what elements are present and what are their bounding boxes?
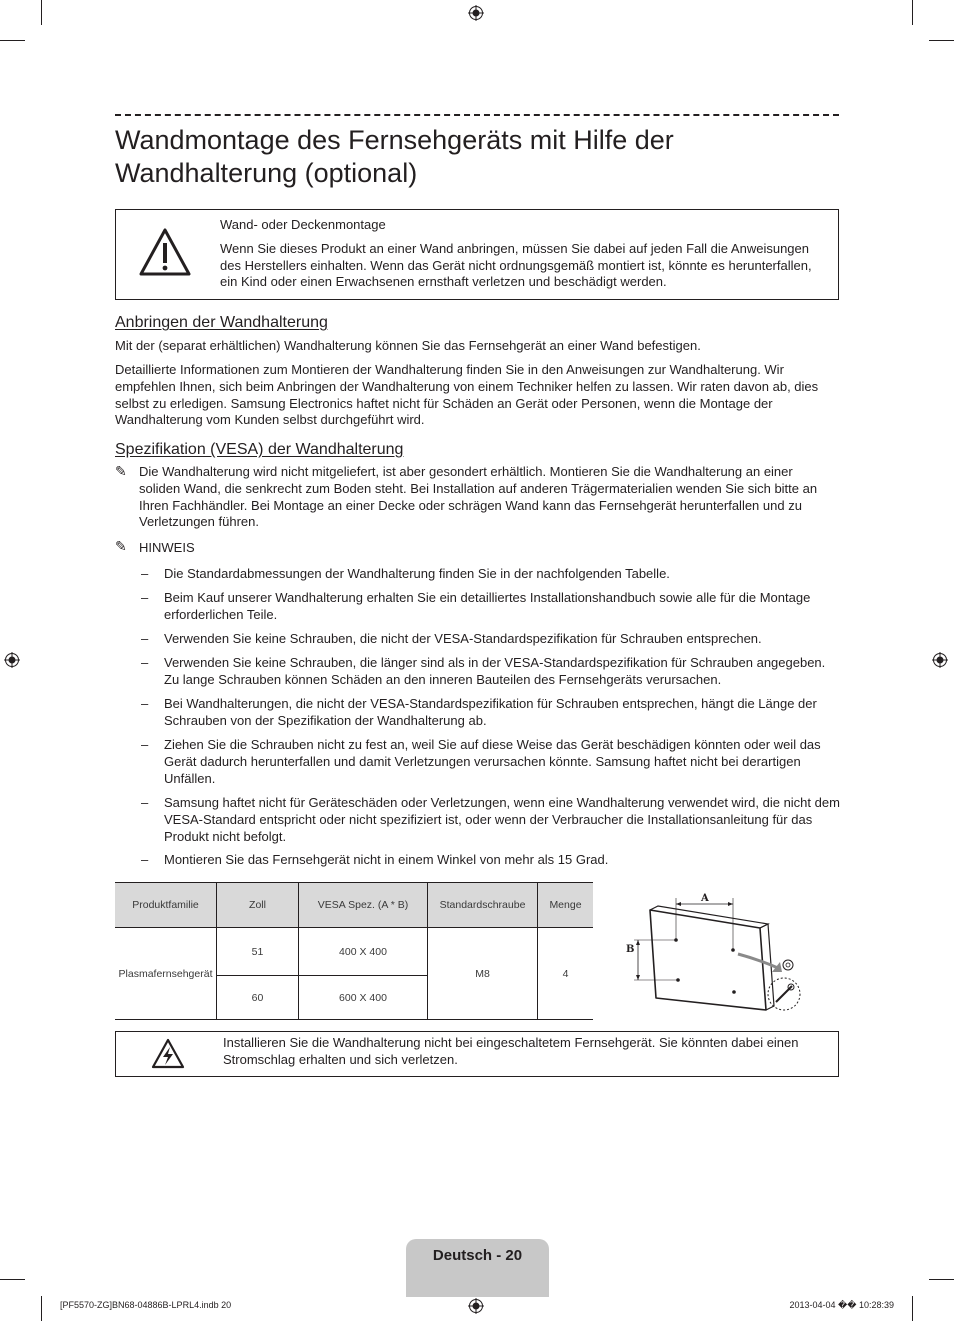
pencil-note-icon: ✎ — [115, 463, 127, 479]
list-item: Die Standardabmessungen der Wandhalterung finden Sie in der nachfolgenden Tabelle. — [164, 566, 670, 581]
list-item: Ziehen Sie die Schrauben nicht zu fest an, weil Sie auf diese Weise das Gerät beschädigen könnten oder weil das Gerät dadurch herunterfallen und damit Verletzungen verursachen könnte. Samsung haftet nicht bei derartigen Unfällen. — [164, 737, 821, 786]
warning-heading: Wand- oder Deckenmontage — [220, 217, 386, 232]
warning-text: Wenn Sie dieses Produkt an einer Wand anbringen, müssen Sie dabei auf jeden Fall die Anweisungen des Herstellers einhalten. Wenn das Gerät nicht ordnungsgemäß montiert ist, könnte es herunterfallen, ein Kind oder einen Erwachsenen ernsthaft verletzen und beschädigt werden. — [220, 241, 812, 290]
footer-timestamp: 2013-04-04 �� 10:28:39 — [789, 1300, 894, 1310]
crop-mark — [0, 40, 25, 41]
crop-mark — [0, 1279, 25, 1280]
crop-mark — [41, 1296, 42, 1321]
dash-icon: – — [141, 737, 149, 752]
crop-mark — [912, 1296, 913, 1321]
dash-icon: – — [141, 590, 149, 605]
dimension-label-a: A — [701, 893, 709, 904]
exclamation-triangle-icon — [137, 226, 193, 278]
table-cell: 51 — [217, 928, 299, 976]
table-cell-screw: M8 — [428, 928, 538, 1020]
table-cell: 60 — [217, 976, 299, 1020]
table-cell-family: Plasmafernsehgerät — [115, 928, 217, 1020]
registration-mark-icon — [932, 652, 948, 668]
pencil-note-icon: ✎ — [115, 538, 127, 554]
table-cell: 400 X 400 — [299, 928, 428, 976]
crop-mark — [41, 0, 42, 25]
dimension-label-b: B — [626, 944, 635, 955]
note-text: Die Wandhalterung wird nicht mitgeliefert, ist aber gesondert erhältlich. Montieren Sie die Wandhalterung an einer soliden Wand, die senkrecht zum Boden steht. Bei Installation auf anderen Trägermaterialien wenden Sie sich bitte an Ihren Fachhändler. Bei Montage an einer Decke oder schrägen Wand kann das Fernsehgerät herunterfallen und zu Verletzungen führen. — [139, 464, 818, 530]
crop-mark — [929, 40, 954, 41]
table-header: VESA Spez. (A * B) — [299, 883, 428, 928]
table-cell-quantity: 4 — [538, 928, 594, 1020]
hinweis-label: HINWEIS — [139, 540, 195, 555]
section-heading-mounting: Anbringen der Wandhalterung — [115, 314, 328, 331]
list-item: Verwenden Sie keine Schrauben, die länger sind als in der VESA-Standardspezifikation für Schrauben angegeben. Zu lange Schrauben können Schäden an den inneren Bauteilen des Fernsehgeräts verursachen. — [164, 655, 826, 687]
title-rule — [115, 114, 839, 116]
list-item: Samsung haftet nicht für Geräteschäden oder Verletzungen, wenn eine Wandhalterung verwendet wird, die nicht dem VESA-Standard entspricht oder nicht spezifiziert ist, oder wenn der Verbraucher die Installationsanleitung für das Produkt nicht befolgt. — [164, 795, 840, 844]
table-header: Zoll — [217, 883, 299, 928]
list-item: Montieren Sie das Fernsehgerät nicht in einem Winkel von mehr als 15 Grad. — [164, 852, 609, 867]
page-number: Deutsch - 20 — [432, 1247, 523, 1264]
list-item: Bei Wandhalterungen, die nicht der VESA-Standardspezifikation für Schrauben entsprechen, hängt die Länge der Schrauben von der Spezifikation der Wandhalterung ab. — [164, 696, 817, 728]
electric-shock-warning-icon — [151, 1038, 185, 1070]
shock-warning-text: Installieren Sie die Wandhalterung nicht bei eingeschaltetem Fernsehgerät. Sie könnten dabei einen Stromschlag erhalten und sich verletzen. — [223, 1035, 799, 1067]
paragraph: Mit der (separat erhältlichen) Wandhalterung können Sie das Fernsehgerät an einer Wand befestigen. — [115, 338, 701, 353]
dash-icon: – — [141, 795, 149, 810]
dash-icon: – — [141, 631, 149, 646]
paragraph: Detaillierte Informationen zum Montieren der Wandhalterung finden Sie in den Anweisungen zur Wandhalterung. Wir empfehlen Ihnen, sich beim Anbringen der Wandhalterung von einem Techniker helfen zu lassen. Wir raten davon ab, dies selbst zu erledigen. Samsung Electronics haftet nicht für Schäden an Gerät oder Personen, wenn die Montage der Wandhalterung vom Kunden selbst durchgeführt wird. — [115, 362, 819, 428]
dash-icon: – — [141, 655, 149, 670]
registration-mark-icon — [468, 1298, 484, 1314]
vesa-spec-table — [115, 882, 593, 1020]
tv-back-mount-diagram — [620, 888, 820, 1028]
dash-icon: – — [141, 852, 149, 867]
registration-mark-icon — [468, 5, 484, 21]
table-header: Menge — [538, 883, 594, 928]
section-heading-vesa: Spezifikation (VESA) der Wandhalterung — [115, 441, 404, 458]
table-cell: 600 X 400 — [299, 976, 428, 1020]
dash-icon: – — [141, 696, 149, 711]
table-header: Produktfamilie — [115, 883, 217, 928]
page-title: Wandmontage des Fernsehgeräts mit Hilfe der Wandhalterung (optional) — [115, 125, 674, 188]
table-header: Standardschraube — [428, 883, 538, 928]
dash-icon: – — [141, 566, 149, 581]
crop-mark — [929, 1279, 954, 1280]
registration-mark-icon — [4, 652, 20, 668]
footer-file-info: [PF5570-ZG]BN68-04886B-LPRL4.indb 20 — [60, 1300, 232, 1310]
list-item: Beim Kauf unserer Wandhalterung erhalten Sie ein detailliertes Installationshandbuch sowie alle für die Montage erforderlichen Teile. — [164, 590, 811, 622]
page-number-tab — [406, 1239, 549, 1297]
crop-mark — [912, 0, 913, 25]
list-item: Verwenden Sie keine Schrauben, die nicht der VESA-Standardspezifikation für Schrauben entsprechen. — [164, 631, 762, 646]
